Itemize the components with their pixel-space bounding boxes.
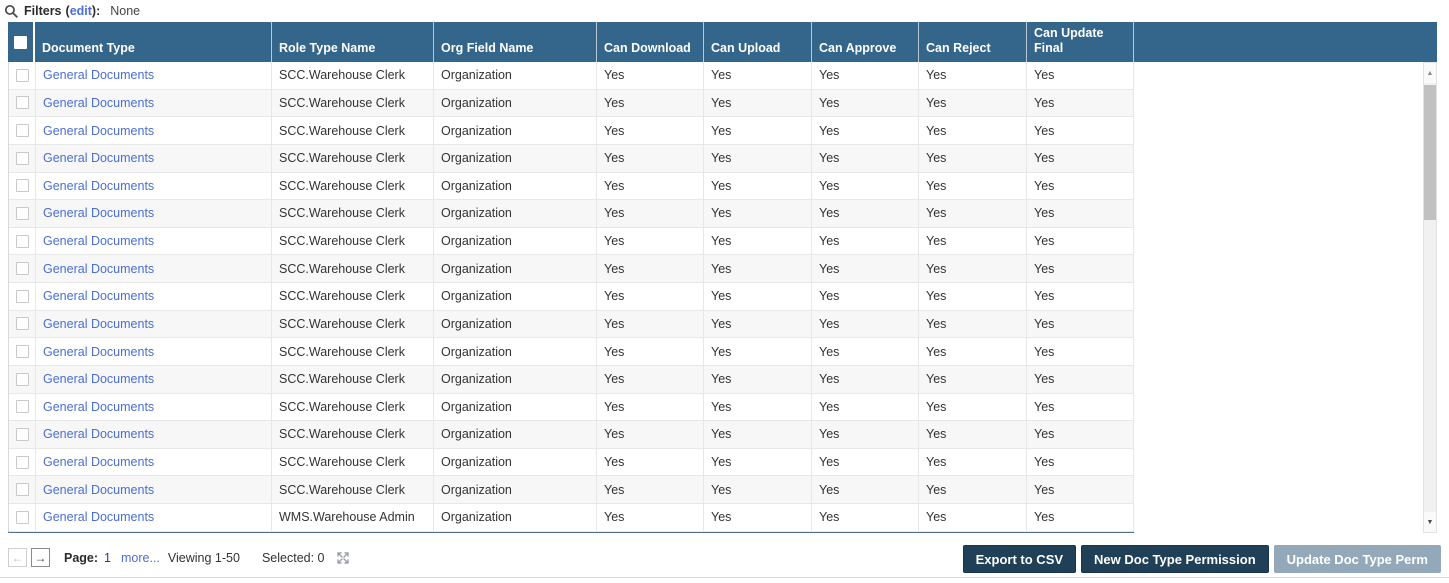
column-header-can-approve: Can Approve [811,22,918,62]
org-field-name-cell: Organization [434,421,597,448]
bottom-divider [0,577,1449,578]
selected-count: Selected: 0 [261,550,325,565]
vertical-scrollbar[interactable] [1423,62,1437,533]
filters-edit-link[interactable]: edit [69,4,92,18]
role-type-name-cell: SCC.Warehouse Clerk [272,366,434,393]
table-row [9,394,1134,422]
document-type-link[interactable]: General Documents [43,95,155,110]
role-type-name-cell: SCC.Warehouse Clerk [272,338,434,365]
new-doc-type-permission-button[interactable]: New Doc Type Permission [1081,545,1269,573]
role-type-name-cell: SCC.Warehouse Clerk [272,228,434,255]
update-doc-type-perm-button[interactable]: Update Doc Type Perm [1274,545,1441,573]
can-reject-cell: Yes [919,228,1027,255]
document-type-cell [36,228,272,255]
document-type-cell [36,200,272,227]
role-type-name-cell: SCC.Warehouse Clerk [272,117,434,144]
table-row [9,366,1134,394]
footer-bar [0,541,1449,577]
row-checkbox[interactable] [16,152,29,165]
org-field-name-cell: Organization [434,117,597,144]
can-update-final-cell: Yes [1027,311,1134,338]
can-update-final-cell: Yes [1027,200,1134,227]
can-update-final-cell: Yes [1027,117,1134,144]
org-field-name-cell: Organization [434,504,597,531]
row-checkbox-cell [9,338,36,365]
row-checkbox-cell [9,504,36,531]
can-update-final-cell: Yes [1027,449,1134,476]
org-field-name-cell: Organization [434,255,597,282]
table-row [9,283,1134,311]
table-row [9,255,1134,283]
org-field-name-cell: Organization [434,200,597,227]
row-checkbox[interactable] [16,290,29,303]
can-download-cell: Yes [597,504,704,531]
role-type-name-cell: SCC.Warehouse Clerk [272,476,434,503]
column-header-can-upload: Can Upload [703,22,811,62]
table-row [9,117,1134,145]
column-header-document-type: Document Type [42,41,135,55]
document-type-cell [36,255,272,282]
select-all-checkbox[interactable] [14,36,27,49]
can-approve-cell: Yes [812,394,919,421]
can-approve-cell: Yes [812,366,919,393]
org-field-name-cell: Organization [434,90,597,117]
can-reject-cell: Yes [919,394,1027,421]
arrow-right-icon[interactable]: → [31,548,50,567]
can-download-cell: Yes [597,476,704,503]
column-header-org-field-name: Org Field Name [433,22,596,62]
role-type-name-cell: SCC.Warehouse Clerk [272,173,434,200]
table-row [9,311,1134,339]
can-upload-cell: Yes [704,394,812,421]
can-upload-cell: Yes [704,338,812,365]
can-reject-cell: Yes [919,145,1027,172]
document-type-link[interactable]: General Documents [43,151,155,166]
table-row [9,173,1134,201]
row-checkbox[interactable] [16,428,29,441]
can-download-cell: Yes [597,173,704,200]
can-upload-cell: Yes [704,145,812,172]
document-type-cell [36,283,272,310]
role-type-name-cell: SCC.Warehouse Clerk [272,62,434,89]
role-type-name-cell: WMS.Warehouse Admin [272,504,434,531]
org-field-name-cell: Organization [434,476,597,503]
can-download-cell: Yes [597,62,704,89]
column-header-can-update-final: Can Update Final [1026,22,1133,62]
role-type-name-cell: SCC.Warehouse Clerk [272,255,434,282]
role-type-name-cell: SCC.Warehouse Clerk [272,449,434,476]
document-type-link[interactable]: General Documents [43,399,155,414]
can-approve-cell: Yes [812,338,919,365]
can-upload-cell: Yes [704,504,812,531]
document-type-cell [36,173,272,200]
row-checkbox[interactable] [16,124,29,137]
table-row [9,449,1134,477]
table-row [9,421,1134,449]
row-checkbox[interactable] [16,456,29,469]
row-checkbox-cell [9,421,36,448]
can-update-final-cell: Yes [1027,283,1134,310]
can-approve-cell: Yes [812,62,919,89]
filters-paren-open: ( [65,4,70,18]
can-update-final-cell: Yes [1027,504,1134,531]
can-approve-cell: Yes [812,255,919,282]
row-checkbox-cell [9,311,36,338]
document-type-link[interactable]: General Documents [43,289,155,304]
table-row [9,476,1134,504]
column-header-can-reject: Can Reject [918,22,1026,62]
document-type-cell [36,117,272,144]
document-type-link[interactable]: General Documents [43,316,155,331]
can-reject-cell: Yes [919,366,1027,393]
can-upload-cell: Yes [704,366,812,393]
can-update-final-cell: Yes [1027,366,1134,393]
can-approve-cell: Yes [812,311,919,338]
document-type-cell [36,62,272,89]
arrow-left-icon[interactable]: ← [8,548,27,567]
row-checkbox-cell [9,366,36,393]
org-field-name-cell: Organization [434,449,597,476]
can-reject-cell: Yes [919,283,1027,310]
can-upload-cell: Yes [704,90,812,117]
table-header [8,22,1437,62]
row-checkbox[interactable] [16,69,29,82]
row-checkbox-cell [9,228,36,255]
document-type-cell [36,394,272,421]
can-upload-cell: Yes [704,117,812,144]
can-update-final-cell: Yes [1027,255,1134,282]
can-approve-cell: Yes [812,476,919,503]
triangle-down-icon[interactable]: ▼ [1424,512,1436,532]
page-number: 1 [104,550,111,565]
document-type-cell [36,338,272,365]
row-checkbox-cell [9,394,36,421]
can-upload-cell: Yes [704,283,812,310]
can-download-cell: Yes [597,228,704,255]
can-approve-cell: Yes [812,421,919,448]
can-reject-cell: Yes [919,90,1027,117]
can-approve-cell: Yes [812,173,919,200]
triangle-up-icon[interactable]: ▲ [1424,63,1436,83]
can-upload-cell: Yes [704,311,812,338]
can-download-cell: Yes [597,117,704,144]
can-reject-cell: Yes [919,449,1027,476]
document-type-link[interactable]: General Documents [43,261,155,276]
table-row [9,62,1134,90]
can-reject-cell: Yes [919,62,1027,89]
table-row [9,504,1134,532]
can-update-final-cell: Yes [1027,338,1134,365]
org-field-name-cell: Organization [434,62,597,89]
can-reject-cell: Yes [919,117,1027,144]
can-download-cell: Yes [597,311,704,338]
action-buttons [963,545,1441,573]
table-row [9,145,1134,173]
column-header-can-download: Can Download [596,22,703,62]
viewing-range: Viewing 1-50 [167,550,240,565]
org-field-name-cell: Organization [434,145,597,172]
can-upload-cell: Yes [704,200,812,227]
can-approve-cell: Yes [812,449,919,476]
select-all-checkbox-cell [8,22,35,62]
org-field-name-cell: Organization [434,173,597,200]
export-to-csv-button[interactable]: Export to CSV [963,545,1076,573]
magnifier-icon [4,4,19,19]
can-download-cell: Yes [597,366,704,393]
column-header-role-type-name: Role Type Name [271,22,433,62]
can-reject-cell: Yes [919,504,1027,531]
more-pages-link[interactable]: more... [121,550,160,565]
can-reject-cell: Yes [919,421,1027,448]
document-type-link[interactable]: General Documents [43,455,155,470]
can-update-final-cell: Yes [1027,62,1134,89]
can-update-final-cell: Yes [1027,145,1134,172]
row-checkbox[interactable] [16,483,29,496]
can-reject-cell: Yes [919,255,1027,282]
document-type-link[interactable]: General Documents [43,344,155,359]
can-approve-cell: Yes [812,504,919,531]
can-upload-cell: Yes [704,228,812,255]
column-header-filler [1133,22,1437,62]
row-checkbox[interactable] [16,235,29,248]
can-approve-cell: Yes [812,117,919,144]
can-approve-cell: Yes [812,145,919,172]
role-type-name-cell: SCC.Warehouse Clerk [272,200,434,227]
can-download-cell: Yes [597,255,704,282]
row-checkbox-cell [9,117,36,144]
can-download-cell: Yes [597,200,704,227]
can-upload-cell: Yes [704,62,812,89]
org-field-name-cell: Organization [434,311,597,338]
row-checkbox-cell [9,90,36,117]
row-checkbox-cell [9,145,36,172]
row-checkbox-cell [9,255,36,282]
document-type-cell [36,449,272,476]
row-checkbox-cell [9,200,36,227]
row-checkbox[interactable] [16,96,29,109]
document-type-link[interactable]: General Documents [43,206,155,221]
pagination [8,548,351,567]
can-upload-cell: Yes [704,421,812,448]
role-type-name-cell: SCC.Warehouse Clerk [272,145,434,172]
table-row [9,338,1134,366]
can-approve-cell: Yes [812,283,919,310]
can-update-final-cell: Yes [1027,228,1134,255]
filters-label: Filters [24,4,62,18]
role-type-name-cell: SCC.Warehouse Clerk [272,421,434,448]
can-reject-cell: Yes [919,476,1027,503]
row-checkbox-cell [9,62,36,89]
row-checkbox[interactable] [16,207,29,220]
document-type-cell [36,504,272,531]
filters-paren-close: ): [91,4,101,18]
row-checkbox[interactable] [16,345,29,358]
can-upload-cell: Yes [704,476,812,503]
can-download-cell: Yes [597,449,704,476]
row-checkbox[interactable] [16,400,29,413]
can-download-cell: Yes [597,90,704,117]
org-field-name-cell: Organization [434,394,597,421]
can-download-cell: Yes [597,145,704,172]
table-row [9,228,1134,256]
can-reject-cell: Yes [919,311,1027,338]
can-reject-cell: Yes [919,200,1027,227]
can-upload-cell: Yes [704,173,812,200]
document-type-link[interactable]: General Documents [43,427,155,442]
role-type-name-cell: SCC.Warehouse Clerk [272,283,434,310]
document-type-link[interactable]: General Documents [43,372,155,387]
can-update-final-cell: Yes [1027,421,1134,448]
document-type-link[interactable]: General Documents [43,234,155,249]
scrollbar-thumb[interactable] [1424,85,1436,220]
row-checkbox-cell [9,449,36,476]
org-field-name-cell: Organization [434,366,597,393]
can-download-cell: Yes [597,338,704,365]
can-update-final-cell: Yes [1027,90,1134,117]
table-row [9,90,1134,118]
document-type-cell [36,421,272,448]
can-download-cell: Yes [597,421,704,448]
can-update-final-cell: Yes [1027,476,1134,503]
row-checkbox[interactable] [16,262,29,275]
can-reject-cell: Yes [919,338,1027,365]
can-approve-cell: Yes [812,90,919,117]
document-type-link[interactable]: General Documents [43,178,155,193]
filters-value: None [110,4,141,18]
org-field-name-cell: Organization [434,283,597,310]
can-download-cell: Yes [597,283,704,310]
org-field-name-cell: Organization [434,338,597,365]
document-type-link[interactable]: General Documents [43,68,155,83]
document-type-link[interactable]: General Documents [43,510,155,525]
row-checkbox-cell [9,173,36,200]
document-type-cell [36,366,272,393]
can-upload-cell: Yes [704,255,812,282]
row-checkbox[interactable] [16,179,29,192]
filters-bar [4,0,140,22]
document-type-cell [36,311,272,338]
can-reject-cell: Yes [919,173,1027,200]
role-type-name-cell: SCC.Warehouse Clerk [272,394,434,421]
row-checkbox[interactable] [16,373,29,386]
role-type-name-cell: SCC.Warehouse Clerk [272,90,434,117]
can-update-final-cell: Yes [1027,173,1134,200]
document-type-cell [36,90,272,117]
can-update-final-cell: Yes [1027,394,1134,421]
document-type-cell [36,476,272,503]
document-type-link[interactable]: General Documents [43,482,155,497]
row-checkbox[interactable] [16,511,29,524]
org-field-name-cell: Organization [434,228,597,255]
table-body [8,62,1134,533]
document-type-cell [36,145,272,172]
crossed-arrows-icon[interactable] [335,550,351,566]
row-checkbox-cell [9,283,36,310]
page-label: Page: [64,550,99,565]
row-checkbox[interactable] [16,317,29,330]
row-checkbox-cell [9,476,36,503]
can-upload-cell: Yes [704,449,812,476]
table-row [9,200,1134,228]
can-download-cell: Yes [597,394,704,421]
document-type-link[interactable]: General Documents [43,123,155,138]
can-approve-cell: Yes [812,200,919,227]
role-type-name-cell: SCC.Warehouse Clerk [272,311,434,338]
can-approve-cell: Yes [812,228,919,255]
